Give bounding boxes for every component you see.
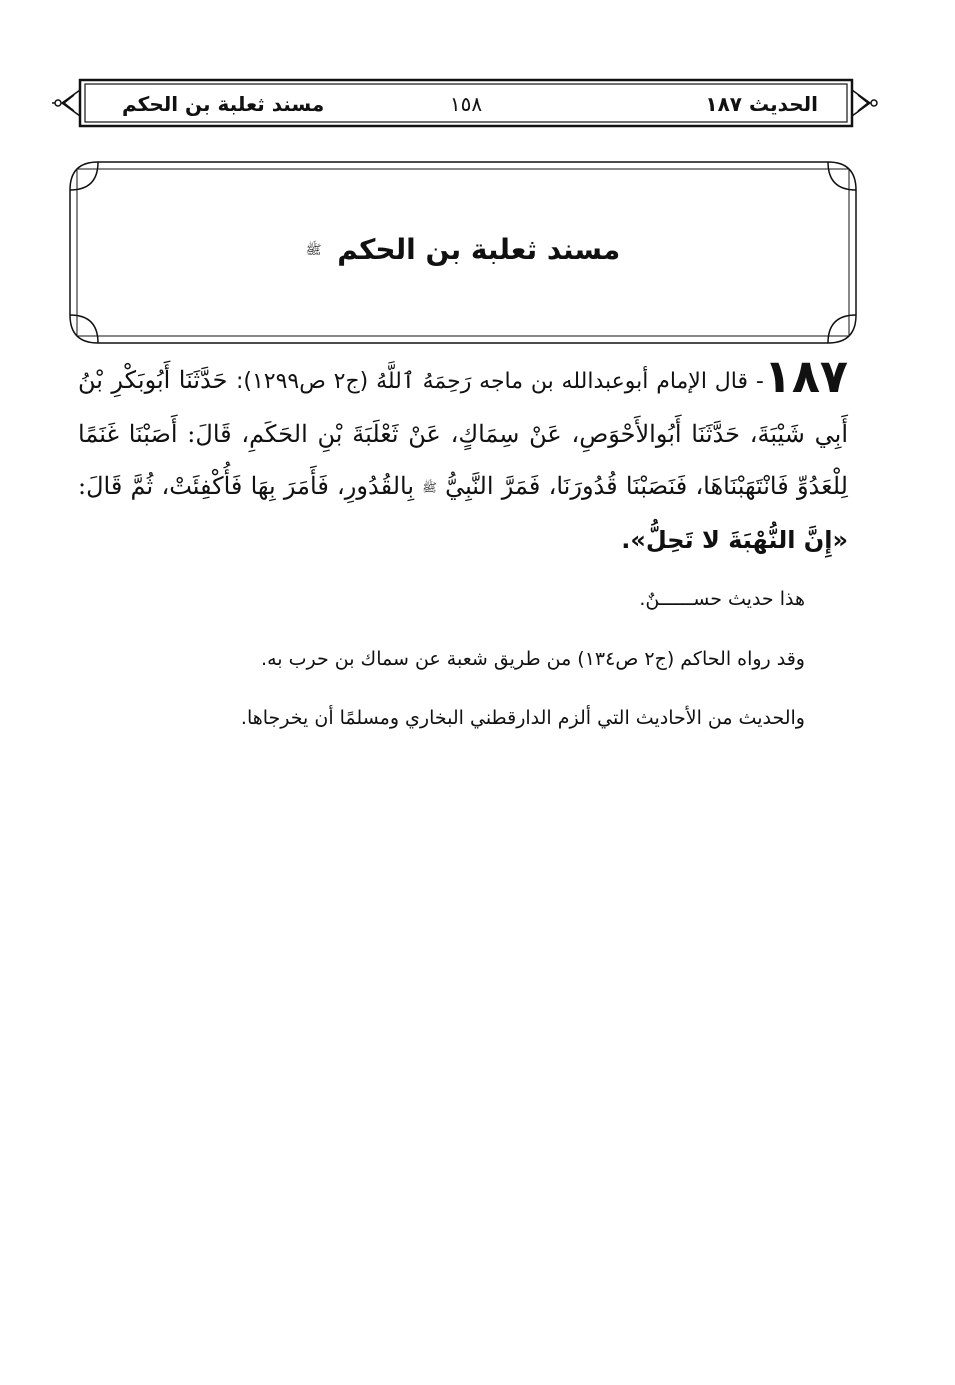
running-header: [52, 78, 880, 128]
hadith-grade: هذا حديث حســــــنٌ.: [639, 588, 805, 610]
hadith-continuation: بِالقُدُورِ، فَأَمَرَ بِهَا فَأُكْفِئَتْ، ثُمَّ قَالَ:: [78, 472, 415, 500]
remark-note: والحديث من الأحاديث التي ألزم الدارقطني البخاري ومسلمًا أن يخرجاها.: [240, 707, 805, 729]
hadith-intro: - قال الإمام أبوعبدالله بن ماجه رَحِمَهُ ٱللَّهُ (ج٢ ص١٢٩٩):: [235, 369, 764, 394]
section-title: [68, 230, 858, 271]
hadith-isnad: حَدَّثَنَا أَبُوبَكْرِ بْنُ أَبِي شَيْبَةَ، حَدَّثَنَا أَبُوالأَحْوَصِ، عَنْ سِمَاكٍ، عَنْ ثَعْلَبَةَ بْنِ الحَكَمِ، قَالَ: أَصَبْنَا غَنَمًا لِلْعَدُوِّ فَانْتَهَبْنَاهَا، فَنَصَبْنَا قُدُورَنَا، فَمَرَّ النَّبِيُّ: [78, 366, 848, 500]
hadith-text: [78, 350, 848, 566]
takhrij-note: وقد رواه الحاكم (ج٢ ص١٣٤) من طريق شعبة عن سماك بن حرب به.: [261, 648, 805, 670]
hadith-matn: «إِنَّ النُّهْبَةَ لا تَحِلُّ».: [621, 525, 848, 554]
section-title-box: [68, 160, 858, 345]
header-section-name: مسند ثعلبة بن الحكم: [122, 92, 325, 116]
hadith-number: ١٨٧: [763, 349, 848, 403]
honorific-glyph: ﷺ: [305, 243, 322, 258]
salutation-glyph: ﷺ: [422, 480, 437, 495]
section-title-text: مسند ثعلبة بن الحكم: [337, 233, 621, 266]
header-hadith-reference: الحديث ١٨٧: [705, 92, 818, 116]
header-page-number: ١٥٨: [449, 92, 483, 116]
